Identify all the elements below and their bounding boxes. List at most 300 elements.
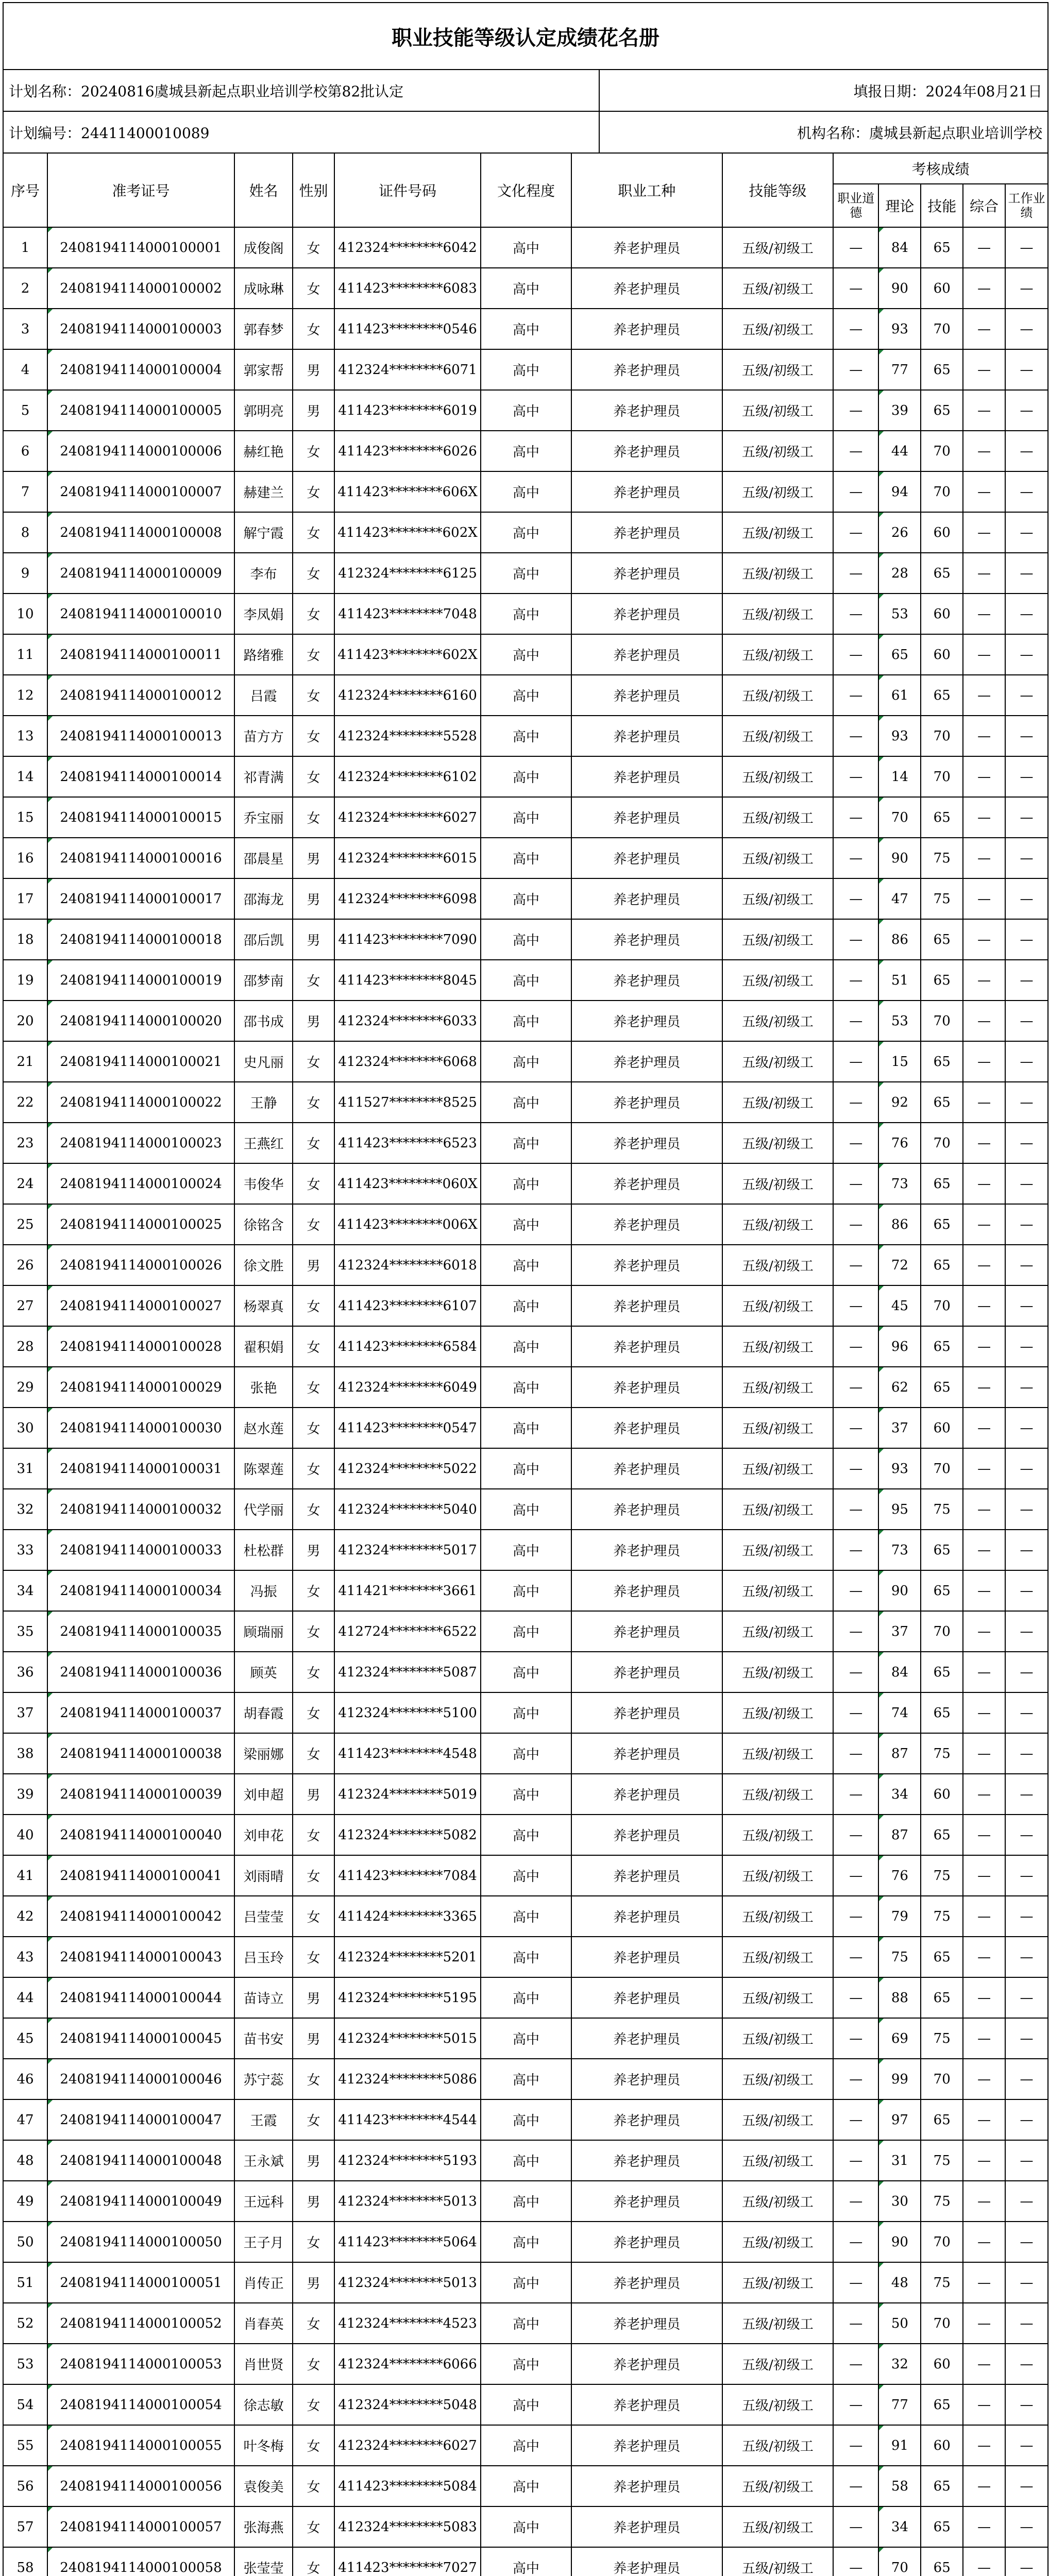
cell-seq: 48 — [4, 2140, 47, 2181]
cell-name: 郭明亮 — [234, 390, 293, 431]
cell-overall: — — [963, 309, 1005, 349]
cell-skill: 65 — [921, 1326, 963, 1367]
cell-overall: — — [963, 2222, 1005, 2262]
cell-gender: 女 — [293, 471, 334, 512]
cell-id-no: 412324********5100 — [334, 1692, 481, 1733]
cell-job: 养老护理员 — [571, 878, 722, 919]
cell-level: 五级/初级工 — [722, 2262, 833, 2303]
cell-work: — — [1005, 1448, 1047, 1489]
cell-overall: — — [963, 1163, 1005, 1204]
cell-gender: 女 — [293, 309, 334, 349]
cell-exam-no: 2408194114000100033 — [47, 1530, 234, 1570]
cell-ethics: — — [833, 1489, 878, 1530]
table-row — [4, 1937, 1047, 1977]
cell-id-no: 412324********5015 — [334, 2018, 481, 2059]
cell-job: 养老护理员 — [571, 634, 722, 675]
cell-level: 五级/初级工 — [722, 1652, 833, 1692]
cell-theory: 47 — [878, 878, 921, 919]
table-row — [4, 390, 1047, 431]
cell-work: — — [1005, 797, 1047, 838]
table-row — [4, 431, 1047, 471]
cell-skill: 65 — [921, 1204, 963, 1245]
cell-skill: 70 — [921, 1123, 963, 1163]
cell-gender: 女 — [293, 960, 334, 1001]
cell-education: 高中 — [481, 1937, 571, 1977]
cell-overall: — — [963, 797, 1005, 838]
cell-work: — — [1005, 2303, 1047, 2344]
cell-work: — — [1005, 1896, 1047, 1937]
cell-theory: 77 — [878, 349, 921, 390]
cell-job: 养老护理员 — [571, 1692, 722, 1733]
cell-work: — — [1005, 227, 1047, 268]
cell-exam-no: 2408194114000100002 — [47, 268, 234, 309]
cell-id-no: 411423********0546 — [334, 309, 481, 349]
table-row — [4, 2181, 1047, 2222]
header-level: 技能等级 — [722, 154, 833, 227]
table-row — [4, 1692, 1047, 1733]
cell-ethics: — — [833, 2303, 878, 2344]
cell-id-no: 412324********6049 — [334, 1367, 481, 1408]
cell-id-no: 412324********5083 — [334, 2506, 481, 2547]
cell-seq: 11 — [4, 634, 47, 675]
cell-level: 五级/初级工 — [722, 309, 833, 349]
cell-theory: 34 — [878, 2506, 921, 2547]
cell-work: — — [1005, 349, 1047, 390]
cell-seq: 29 — [4, 1367, 47, 1408]
cell-level: 五级/初级工 — [722, 838, 833, 878]
cell-education: 高中 — [481, 2222, 571, 2262]
cell-level: 五级/初级工 — [722, 919, 833, 960]
cell-id-no: 411423********060X — [334, 1163, 481, 1204]
cell-id-no: 411423********7090 — [334, 919, 481, 960]
cell-overall: — — [963, 2099, 1005, 2140]
cell-job: 养老护理员 — [571, 1570, 722, 1611]
cell-overall: — — [963, 675, 1005, 716]
cell-overall: — — [963, 512, 1005, 553]
cell-exam-no: 2408194114000100049 — [47, 2181, 234, 2222]
cell-ethics: — — [833, 2181, 878, 2222]
table-row — [4, 838, 1047, 878]
cell-ethics: — — [833, 716, 878, 756]
cell-job: 养老护理员 — [571, 1611, 722, 1652]
cell-exam-no: 2408194114000100012 — [47, 675, 234, 716]
cell-theory: 51 — [878, 960, 921, 1001]
table-row — [4, 2018, 1047, 2059]
cell-exam-no: 2408194114000100053 — [47, 2344, 234, 2384]
cell-job: 养老护理员 — [571, 1815, 722, 1855]
cell-seq: 18 — [4, 919, 47, 960]
cell-seq: 5 — [4, 390, 47, 431]
cell-skill: 75 — [921, 1733, 963, 1774]
cell-theory: 28 — [878, 553, 921, 594]
cell-overall: — — [963, 1733, 1005, 1774]
cell-work: — — [1005, 960, 1047, 1001]
cell-education: 高中 — [481, 1570, 571, 1611]
cell-work: — — [1005, 2262, 1047, 2303]
cell-skill: 65 — [921, 1245, 963, 1285]
cell-work: — — [1005, 1489, 1047, 1530]
cell-overall: — — [963, 594, 1005, 634]
cell-ethics: — — [833, 1001, 878, 1041]
cell-education: 高中 — [481, 2181, 571, 2222]
cell-exam-no: 2408194114000100041 — [47, 1855, 234, 1896]
cell-job: 养老护理员 — [571, 919, 722, 960]
cell-exam-no: 2408194114000100009 — [47, 553, 234, 594]
cell-overall: — — [963, 2344, 1005, 2384]
page-title: 职业技能等级认定成绩花名册 — [4, 3, 1047, 70]
cell-gender: 女 — [293, 2466, 334, 2506]
cell-level: 五级/初级工 — [722, 227, 833, 268]
cell-skill: 75 — [921, 1489, 963, 1530]
cell-skill: 60 — [921, 1408, 963, 1448]
cell-skill: 60 — [921, 1774, 963, 1815]
cell-gender: 女 — [293, 268, 334, 309]
cell-name: 梁丽娜 — [234, 1733, 293, 1774]
cell-exam-no: 2408194114000100052 — [47, 2303, 234, 2344]
cell-skill: 70 — [921, 756, 963, 797]
cell-job: 养老护理员 — [571, 756, 722, 797]
cell-level: 五级/初级工 — [722, 2506, 833, 2547]
cell-name: 肖春英 — [234, 2303, 293, 2344]
table-row — [4, 309, 1047, 349]
cell-exam-no: 2408194114000100021 — [47, 1041, 234, 1082]
cell-name: 杨翠真 — [234, 1285, 293, 1326]
cell-gender: 女 — [293, 2384, 334, 2425]
table-row — [4, 1326, 1047, 1367]
cell-id-no: 412324********5040 — [334, 1489, 481, 1530]
cell-job: 养老护理员 — [571, 2384, 722, 2425]
cell-skill: 75 — [921, 838, 963, 878]
cell-exam-no: 2408194114000100042 — [47, 1896, 234, 1937]
cell-theory: 84 — [878, 227, 921, 268]
cell-work: — — [1005, 390, 1047, 431]
cell-skill: 65 — [921, 1937, 963, 1977]
cell-work: — — [1005, 1245, 1047, 1285]
table-row — [4, 1855, 1047, 1896]
table-row — [4, 1896, 1047, 1937]
cell-seq: 23 — [4, 1123, 47, 1163]
cell-overall: — — [963, 431, 1005, 471]
cell-seq: 30 — [4, 1408, 47, 1448]
cell-ethics: — — [833, 2547, 878, 2576]
cell-education: 高中 — [481, 1448, 571, 1489]
cell-id-no: 411423********7027 — [334, 2547, 481, 2576]
cell-exam-no: 2408194114000100026 — [47, 1245, 234, 1285]
cell-skill: 75 — [921, 2140, 963, 2181]
cell-skill: 65 — [921, 1041, 963, 1082]
cell-level: 五级/初级工 — [722, 594, 833, 634]
cell-theory: 90 — [878, 2222, 921, 2262]
cell-job: 养老护理员 — [571, 1448, 722, 1489]
cell-job: 养老护理员 — [571, 2303, 722, 2344]
cell-gender: 女 — [293, 1082, 334, 1123]
cell-job: 养老护理员 — [571, 309, 722, 349]
cell-work: — — [1005, 1408, 1047, 1448]
cell-exam-no: 2408194114000100055 — [47, 2425, 234, 2466]
cell-job: 养老护理员 — [571, 471, 722, 512]
cell-gender: 女 — [293, 1448, 334, 1489]
cell-skill: 65 — [921, 919, 963, 960]
cell-skill: 75 — [921, 878, 963, 919]
cell-skill: 65 — [921, 1815, 963, 1855]
cell-work: — — [1005, 1611, 1047, 1652]
cell-theory: 70 — [878, 797, 921, 838]
cell-seq: 50 — [4, 2222, 47, 2262]
cell-work: — — [1005, 756, 1047, 797]
cell-overall: — — [963, 1001, 1005, 1041]
cell-exam-no: 2408194114000100044 — [47, 1977, 234, 2018]
cell-overall: — — [963, 960, 1005, 1001]
cell-name: 杜松群 — [234, 1530, 293, 1570]
cell-theory: 96 — [878, 1326, 921, 1367]
cell-level: 五级/初级工 — [722, 1326, 833, 1367]
cell-seq: 26 — [4, 1245, 47, 1285]
table-row — [4, 1977, 1047, 2018]
cell-exam-no: 2408194114000100032 — [47, 1489, 234, 1530]
cell-seq: 56 — [4, 2466, 47, 2506]
cell-ethics: — — [833, 2425, 878, 2466]
cell-overall: — — [963, 349, 1005, 390]
cell-seq: 12 — [4, 675, 47, 716]
cell-education: 高中 — [481, 1733, 571, 1774]
cell-name: 韦俊华 — [234, 1163, 293, 1204]
table-row — [4, 1733, 1047, 1774]
table-row — [4, 1611, 1047, 1652]
cell-education: 高中 — [481, 2059, 571, 2099]
plan-code: 计划编号：24411400010089 — [4, 112, 600, 152]
cell-exam-no: 2408194114000100023 — [47, 1123, 234, 1163]
cell-ethics: — — [833, 390, 878, 431]
cell-education: 高中 — [481, 1855, 571, 1896]
cell-id-no: 411423********602X — [334, 634, 481, 675]
cell-seq: 7 — [4, 471, 47, 512]
cell-level: 五级/初级工 — [722, 1977, 833, 2018]
cell-overall: — — [963, 1082, 1005, 1123]
cell-work: — — [1005, 838, 1047, 878]
table-row — [4, 2425, 1047, 2466]
cell-work: — — [1005, 2547, 1047, 2576]
table-row — [4, 1001, 1047, 1041]
cell-job: 养老护理员 — [571, 2262, 722, 2303]
cell-exam-no: 2408194114000100027 — [47, 1285, 234, 1326]
cell-gender: 女 — [293, 1937, 334, 1977]
cell-ethics: — — [833, 309, 878, 349]
cell-exam-no: 2408194114000100022 — [47, 1082, 234, 1123]
cell-ethics: — — [833, 2384, 878, 2425]
cell-job: 养老护理员 — [571, 390, 722, 431]
cell-overall: — — [963, 1245, 1005, 1285]
cell-seq: 40 — [4, 1815, 47, 1855]
cell-ethics: — — [833, 594, 878, 634]
cell-seq: 42 — [4, 1896, 47, 1937]
cell-skill: 75 — [921, 2181, 963, 2222]
cell-seq: 57 — [4, 2506, 47, 2547]
cell-gender: 女 — [293, 553, 334, 594]
table-row — [4, 1448, 1047, 1489]
cell-seq: 52 — [4, 2303, 47, 2344]
cell-education: 高中 — [481, 1367, 571, 1408]
cell-name: 成咏琳 — [234, 268, 293, 309]
cell-job: 养老护理员 — [571, 2506, 722, 2547]
cell-gender: 女 — [293, 1367, 334, 1408]
header-education: 文化程度 — [481, 154, 571, 227]
cell-job: 养老护理员 — [571, 1977, 722, 2018]
cell-name: 徐文胜 — [234, 1245, 293, 1285]
header-scores-group: 考核成绩 — [833, 154, 1047, 184]
cell-seq: 28 — [4, 1326, 47, 1367]
cell-ethics: — — [833, 1977, 878, 2018]
cell-exam-no: 2408194114000100011 — [47, 634, 234, 675]
table-row — [4, 2099, 1047, 2140]
cell-skill: 65 — [921, 1163, 963, 1204]
cell-theory: 76 — [878, 1855, 921, 1896]
cell-name: 袁俊美 — [234, 2466, 293, 2506]
cell-job: 养老护理员 — [571, 2018, 722, 2059]
table-row — [4, 1530, 1047, 1570]
cell-id-no: 411423********606X — [334, 471, 481, 512]
cell-exam-no: 2408194114000100050 — [47, 2222, 234, 2262]
cell-seq: 10 — [4, 594, 47, 634]
cell-ethics: — — [833, 1367, 878, 1408]
cell-job: 养老护理员 — [571, 227, 722, 268]
cell-overall: — — [963, 1977, 1005, 2018]
cell-education: 高中 — [481, 1896, 571, 1937]
cell-theory: 61 — [878, 675, 921, 716]
header-skill: 技能 — [921, 184, 963, 227]
cell-id-no: 411423********6083 — [334, 268, 481, 309]
cell-skill: 70 — [921, 2059, 963, 2099]
cell-overall: — — [963, 878, 1005, 919]
cell-gender: 男 — [293, 1774, 334, 1815]
cell-level: 五级/初级工 — [722, 1367, 833, 1408]
cell-work: — — [1005, 1001, 1047, 1041]
cell-job: 养老护理员 — [571, 1489, 722, 1530]
cell-education: 高中 — [481, 1489, 571, 1530]
cell-work: — — [1005, 1815, 1047, 1855]
cell-seq: 17 — [4, 878, 47, 919]
cell-theory: 91 — [878, 2425, 921, 2466]
cell-level: 五级/初级工 — [722, 2222, 833, 2262]
cell-skill: 65 — [921, 2099, 963, 2140]
cell-level: 五级/初级工 — [722, 634, 833, 675]
cell-name: 赫红艳 — [234, 431, 293, 471]
table-row — [4, 675, 1047, 716]
cell-job: 养老护理员 — [571, 675, 722, 716]
cell-overall: — — [963, 2384, 1005, 2425]
cell-id-no: 412324********6160 — [334, 675, 481, 716]
cell-seq: 58 — [4, 2547, 47, 2576]
cell-level: 五级/初级工 — [722, 1041, 833, 1082]
cell-skill: 65 — [921, 227, 963, 268]
cell-work: — — [1005, 2018, 1047, 2059]
cell-seq: 14 — [4, 756, 47, 797]
cell-skill: 70 — [921, 309, 963, 349]
cell-job: 养老护理员 — [571, 716, 722, 756]
cell-overall: — — [963, 1652, 1005, 1692]
cell-name: 李凤娟 — [234, 594, 293, 634]
cell-education: 高中 — [481, 553, 571, 594]
cell-skill: 65 — [921, 1692, 963, 1733]
cell-skill: 75 — [921, 1896, 963, 1937]
cell-level: 五级/初级工 — [722, 2099, 833, 2140]
cell-ethics: — — [833, 1530, 878, 1570]
cell-overall: — — [963, 756, 1005, 797]
cell-theory: 92 — [878, 1082, 921, 1123]
cell-skill: 70 — [921, 1285, 963, 1326]
table-row — [4, 349, 1047, 390]
cell-overall: — — [963, 2059, 1005, 2099]
cell-gender: 女 — [293, 431, 334, 471]
cell-gender: 女 — [293, 675, 334, 716]
cell-gender: 女 — [293, 1733, 334, 1774]
cell-gender: 男 — [293, 2262, 334, 2303]
plan-info-row — [4, 70, 1047, 112]
cell-education: 高中 — [481, 512, 571, 553]
cell-education: 高中 — [481, 349, 571, 390]
header-theory: 理论 — [878, 184, 921, 227]
cell-job: 养老护理员 — [571, 1163, 722, 1204]
table-row — [4, 1123, 1047, 1163]
cell-exam-no: 2408194114000100036 — [47, 1652, 234, 1692]
cell-exam-no: 2408194114000100046 — [47, 2059, 234, 2099]
cell-level: 五级/初级工 — [722, 349, 833, 390]
cell-ethics: — — [833, 1937, 878, 1977]
cell-ethics: — — [833, 2018, 878, 2059]
cell-skill: 65 — [921, 1530, 963, 1570]
cell-level: 五级/初级工 — [722, 2059, 833, 2099]
cell-education: 高中 — [481, 471, 571, 512]
cell-skill: 65 — [921, 1367, 963, 1408]
table-row — [4, 756, 1047, 797]
cell-skill: 70 — [921, 1611, 963, 1652]
cell-id-no: 411423********602X — [334, 512, 481, 553]
cell-theory: 30 — [878, 2181, 921, 2222]
cell-overall: — — [963, 1326, 1005, 1367]
cell-name: 徐铭含 — [234, 1204, 293, 1245]
cell-seq: 43 — [4, 1937, 47, 1977]
cell-seq: 34 — [4, 1570, 47, 1611]
cell-ethics: — — [833, 1774, 878, 1815]
cell-job: 养老护理员 — [571, 838, 722, 878]
cell-id-no: 412324********6027 — [334, 797, 481, 838]
cell-id-no: 411423********6107 — [334, 1285, 481, 1326]
cell-id-no: 411423********6019 — [334, 390, 481, 431]
cell-education: 高中 — [481, 1326, 571, 1367]
cell-gender: 女 — [293, 1692, 334, 1733]
cell-id-no: 411421********3661 — [334, 1570, 481, 1611]
cell-exam-no: 2408194114000100043 — [47, 1937, 234, 1977]
cell-ethics: — — [833, 1326, 878, 1367]
table-row — [4, 2262, 1047, 2303]
cell-level: 五级/初级工 — [722, 2181, 833, 2222]
cell-seq: 21 — [4, 1041, 47, 1082]
cell-ethics: — — [833, 1204, 878, 1245]
cell-id-no: 412324********6033 — [334, 1001, 481, 1041]
cell-overall: — — [963, 1570, 1005, 1611]
table-row — [4, 1652, 1047, 1692]
cell-ethics: — — [833, 1652, 878, 1692]
cell-work: — — [1005, 1367, 1047, 1408]
cell-exam-no: 2408194114000100019 — [47, 960, 234, 1001]
table-row — [4, 1815, 1047, 1855]
cell-name: 邵书成 — [234, 1001, 293, 1041]
cell-seq: 35 — [4, 1611, 47, 1652]
cell-level: 五级/初级工 — [722, 675, 833, 716]
cell-ethics: — — [833, 1448, 878, 1489]
cell-gender: 女 — [293, 1570, 334, 1611]
cell-seq: 32 — [4, 1489, 47, 1530]
cell-education: 高中 — [481, 1977, 571, 2018]
